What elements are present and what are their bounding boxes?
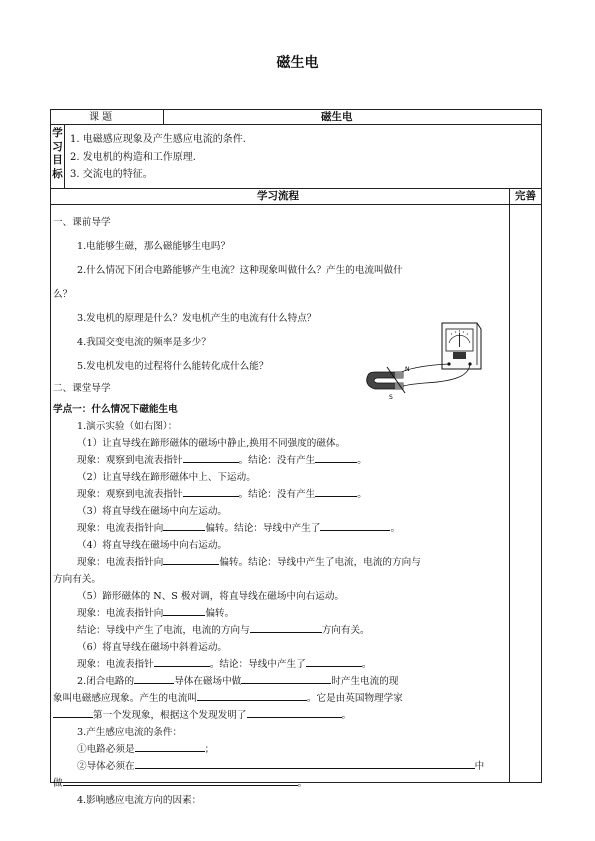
answer-blank[interactable] (163, 605, 205, 616)
definition-line: 象叫电磁感应现象。产生的电流叫 。它是由英国物理学家 (53, 690, 403, 704)
condition-title: 3.产生感应电流的条件： (77, 727, 183, 738)
col-divider (163, 110, 164, 124)
question: 3.发电机的原理是什么？发电机产生的电流有什么特点？ (77, 313, 317, 324)
question-continued: 么？ (53, 289, 73, 300)
worksheet-table (50, 109, 542, 806)
step-text: （6）将直导线在磁场中斜着运动。 (77, 642, 228, 653)
observation-line: 现象：电流表指针向 偏转。结论：导线中产生了 。 (77, 520, 400, 534)
observation-line: 现象：电流表指针向 偏转。结论：导线中产生了电流，电流的方向与 (77, 554, 421, 568)
section-title: 一、课前导学 (53, 217, 111, 228)
horseshoe-magnet-icon (367, 372, 403, 389)
answer-blank[interactable] (306, 656, 362, 667)
answer-blank[interactable] (197, 690, 307, 701)
observation-line: 现象：观察到电流表指针 。结论：没有产生 。 (77, 486, 367, 500)
complete-header: 完善 (515, 190, 536, 202)
answer-blank[interactable] (315, 452, 357, 463)
answer-blank[interactable] (163, 554, 219, 565)
question: 1.电能够生磁，那么磁能够生电吗？ (77, 241, 231, 252)
question: 4.我国交变电流的频率是多少？ (77, 337, 211, 348)
row-divider (51, 124, 541, 125)
section-title: 二、课堂导学 (53, 383, 111, 394)
answer-blank[interactable] (183, 452, 239, 463)
col-divider (64, 124, 65, 188)
answer-blank[interactable] (250, 622, 322, 633)
answer-blank[interactable] (247, 707, 342, 718)
galvanometer-icon (442, 323, 481, 369)
step-text: （4）将直导线在磁场中向右运动。 (77, 540, 228, 551)
objective-item: 1. 电磁感应现象及产生感应电流的条件. (70, 134, 246, 145)
step-text: （1）让直导线在蹄形磁体的磁场中静止,换用不同强度的磁体。 (77, 438, 346, 449)
answer-blank[interactable] (135, 741, 205, 752)
question: 5.发电机发电的过程将什么能转化成什么能？ (77, 361, 269, 372)
answer-blank[interactable] (163, 520, 205, 531)
topic-label: 课 题 (89, 112, 113, 123)
flow-header: 学习流程 (257, 190, 299, 202)
condition-line-continued: 做 。 (53, 775, 307, 789)
topic-value: 磁生电 (321, 111, 353, 123)
experiment-apparatus-figure (365, 319, 495, 401)
answer-blank[interactable] (241, 673, 331, 684)
magnet-pole-s: S (389, 394, 393, 401)
answer-blank[interactable] (135, 758, 475, 769)
demo-title: 1.演示实验（如右图）： (77, 421, 178, 432)
objective-item: 3. 交流电的特征。 (70, 169, 153, 180)
col-divider (509, 188, 510, 782)
step-text: （2）让直导线在蹄形磁体中上、下运动。 (77, 472, 256, 483)
page-title: 磁生电 (276, 55, 319, 71)
observation-line: 现象：电流表指针 。结论：导线中产生了 。 (77, 656, 371, 670)
answer-blank[interactable] (134, 673, 174, 684)
study-point-title: 学点一：什么情况下磁能生电 (53, 404, 178, 415)
condition-line: ①电路必须是 ； (77, 741, 214, 755)
row-divider (51, 188, 541, 189)
answer-blank[interactable] (53, 707, 93, 718)
condition-line: ②导体必须在 中 (77, 758, 484, 772)
objectives-label: 学 习 目 标 (52, 127, 63, 180)
magnet-pole-n: N (405, 366, 410, 373)
observation-line: 现象：电流表指针向 偏转。 (77, 605, 234, 619)
observation-line-continued: 方向有关。 (53, 574, 101, 585)
step-text: （3）将直导线在磁场中向左运动。 (77, 506, 228, 517)
definition-line: 第一个发现象，根据这个发现发明了 。 (53, 707, 351, 721)
factor-title: 4.影响感应电流方向的因素： (77, 795, 202, 806)
answer-blank[interactable] (315, 486, 357, 497)
answer-blank[interactable] (183, 486, 239, 497)
answer-blank[interactable] (154, 656, 210, 667)
row-divider (51, 204, 541, 205)
question: 2.什么情况下闭合电路能够产生电流？这种现象叫做什么？产生的电流叫做什 (77, 265, 403, 276)
answer-blank[interactable] (320, 520, 390, 531)
answer-blank[interactable] (63, 775, 298, 786)
observation-line: 现象：观察到电流表指针 。结论：没有产生 。 (77, 452, 367, 466)
definition-line: 2.闭合电路的 导体在磁场中做 时产生电流的现 (77, 673, 398, 687)
objective-item: 2. 发电机的构造和工作原理. (70, 152, 196, 163)
conclusion-line: 结论：导线中产生了电流，电流的方向与 方向有关。 (77, 622, 370, 636)
step-text: （5）蹄形磁体的 N、S 极对调，将直导线在磁场中向右运动。 (77, 591, 345, 602)
